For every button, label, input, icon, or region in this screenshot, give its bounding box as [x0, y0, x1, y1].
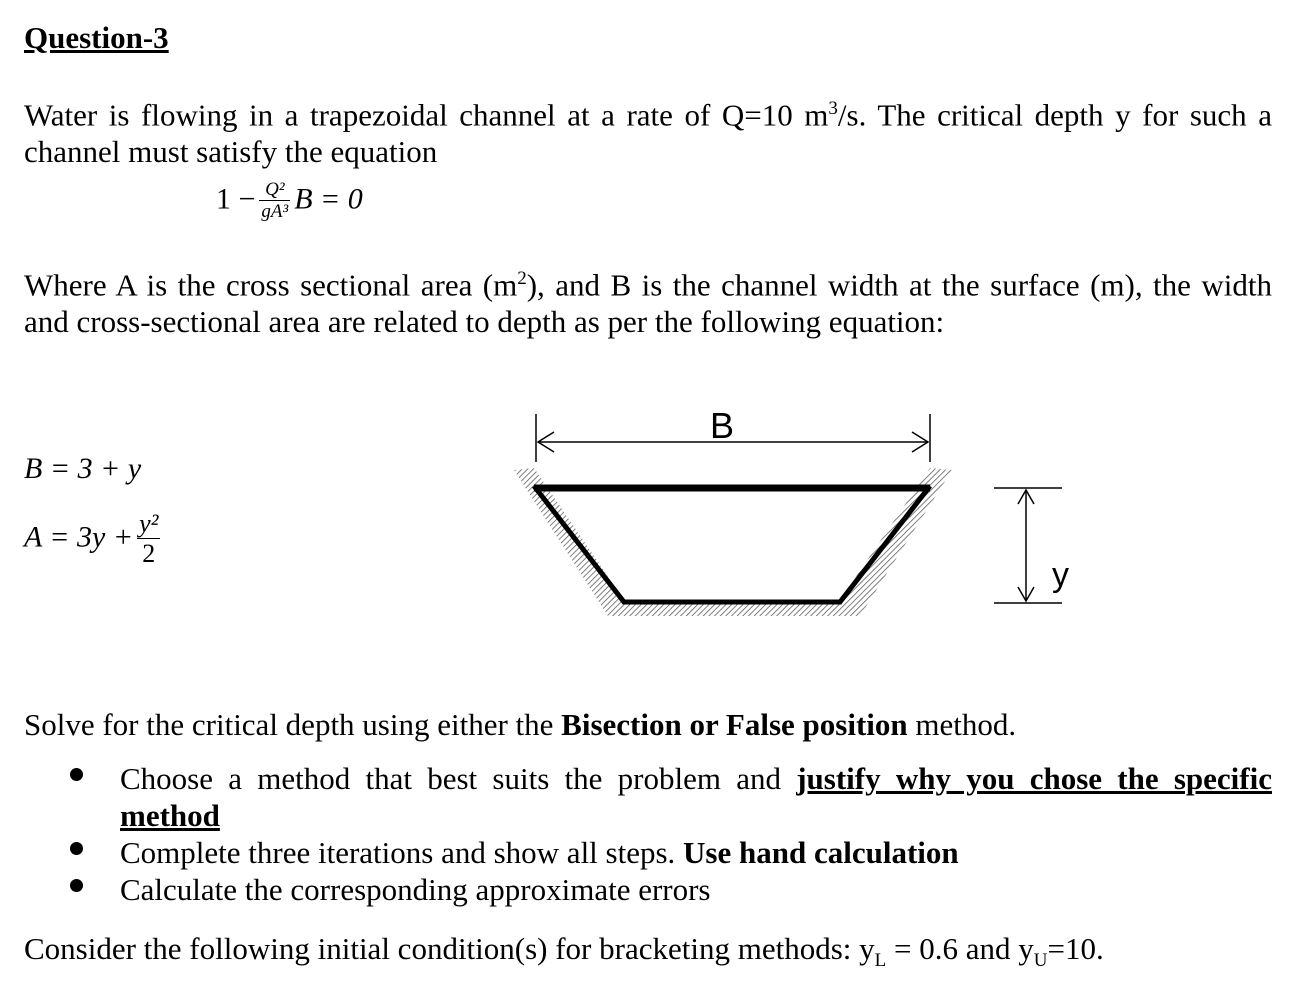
- intro-paragraph: Water is flowing in a trapezoidal channel at a rate of Q=10 $m^3/s$. The critical depth y for such a channel must satisfy the equation: [24, 97, 1273, 170]
- width-label: B: [710, 405, 735, 446]
- task-item: Choose a method that best suits the problem and justify why you chose the specific method: [24, 760, 1272, 834]
- critical-depth-equation: 1 − $\frac{\text{Q²}}{\text{gA³}}$ B = 0: [216, 179, 363, 222]
- task-list: [24, 760, 1272, 908]
- trapezoid-channel-diagram: [500, 400, 1100, 630]
- bullet-icon: [70, 842, 83, 855]
- depth-label: y: [1052, 556, 1069, 594]
- bullet-icon: [70, 879, 83, 892]
- task-item: Complete three iterations and show all steps. Use hand calculation: [24, 834, 1272, 871]
- solve-paragraph: Solve for the critical depth using either the Bisection or False position method.: [24, 707, 1017, 742]
- question-title: Question-3: [24, 20, 169, 55]
- width-equation: B = 3 + y: [24, 452, 142, 485]
- where-paragraph: Where A is the cross sectional area $(m^2)$, and B is the channel width at the surface (m), the width and cross-sectional area are related to depth as per the following equation:: [24, 267, 1272, 340]
- bullet-icon: [70, 768, 83, 781]
- task-item: Calculate the corresponding approximate errors: [24, 871, 1272, 908]
- initial-conditions: Consider the following initial condition(s) for bracketing methods: $y_L = 0.6$ and $y_U=10$.: [24, 931, 1104, 972]
- area-equation: A = 3y + $\frac{\text{y²}}{2}$: [24, 509, 159, 568]
